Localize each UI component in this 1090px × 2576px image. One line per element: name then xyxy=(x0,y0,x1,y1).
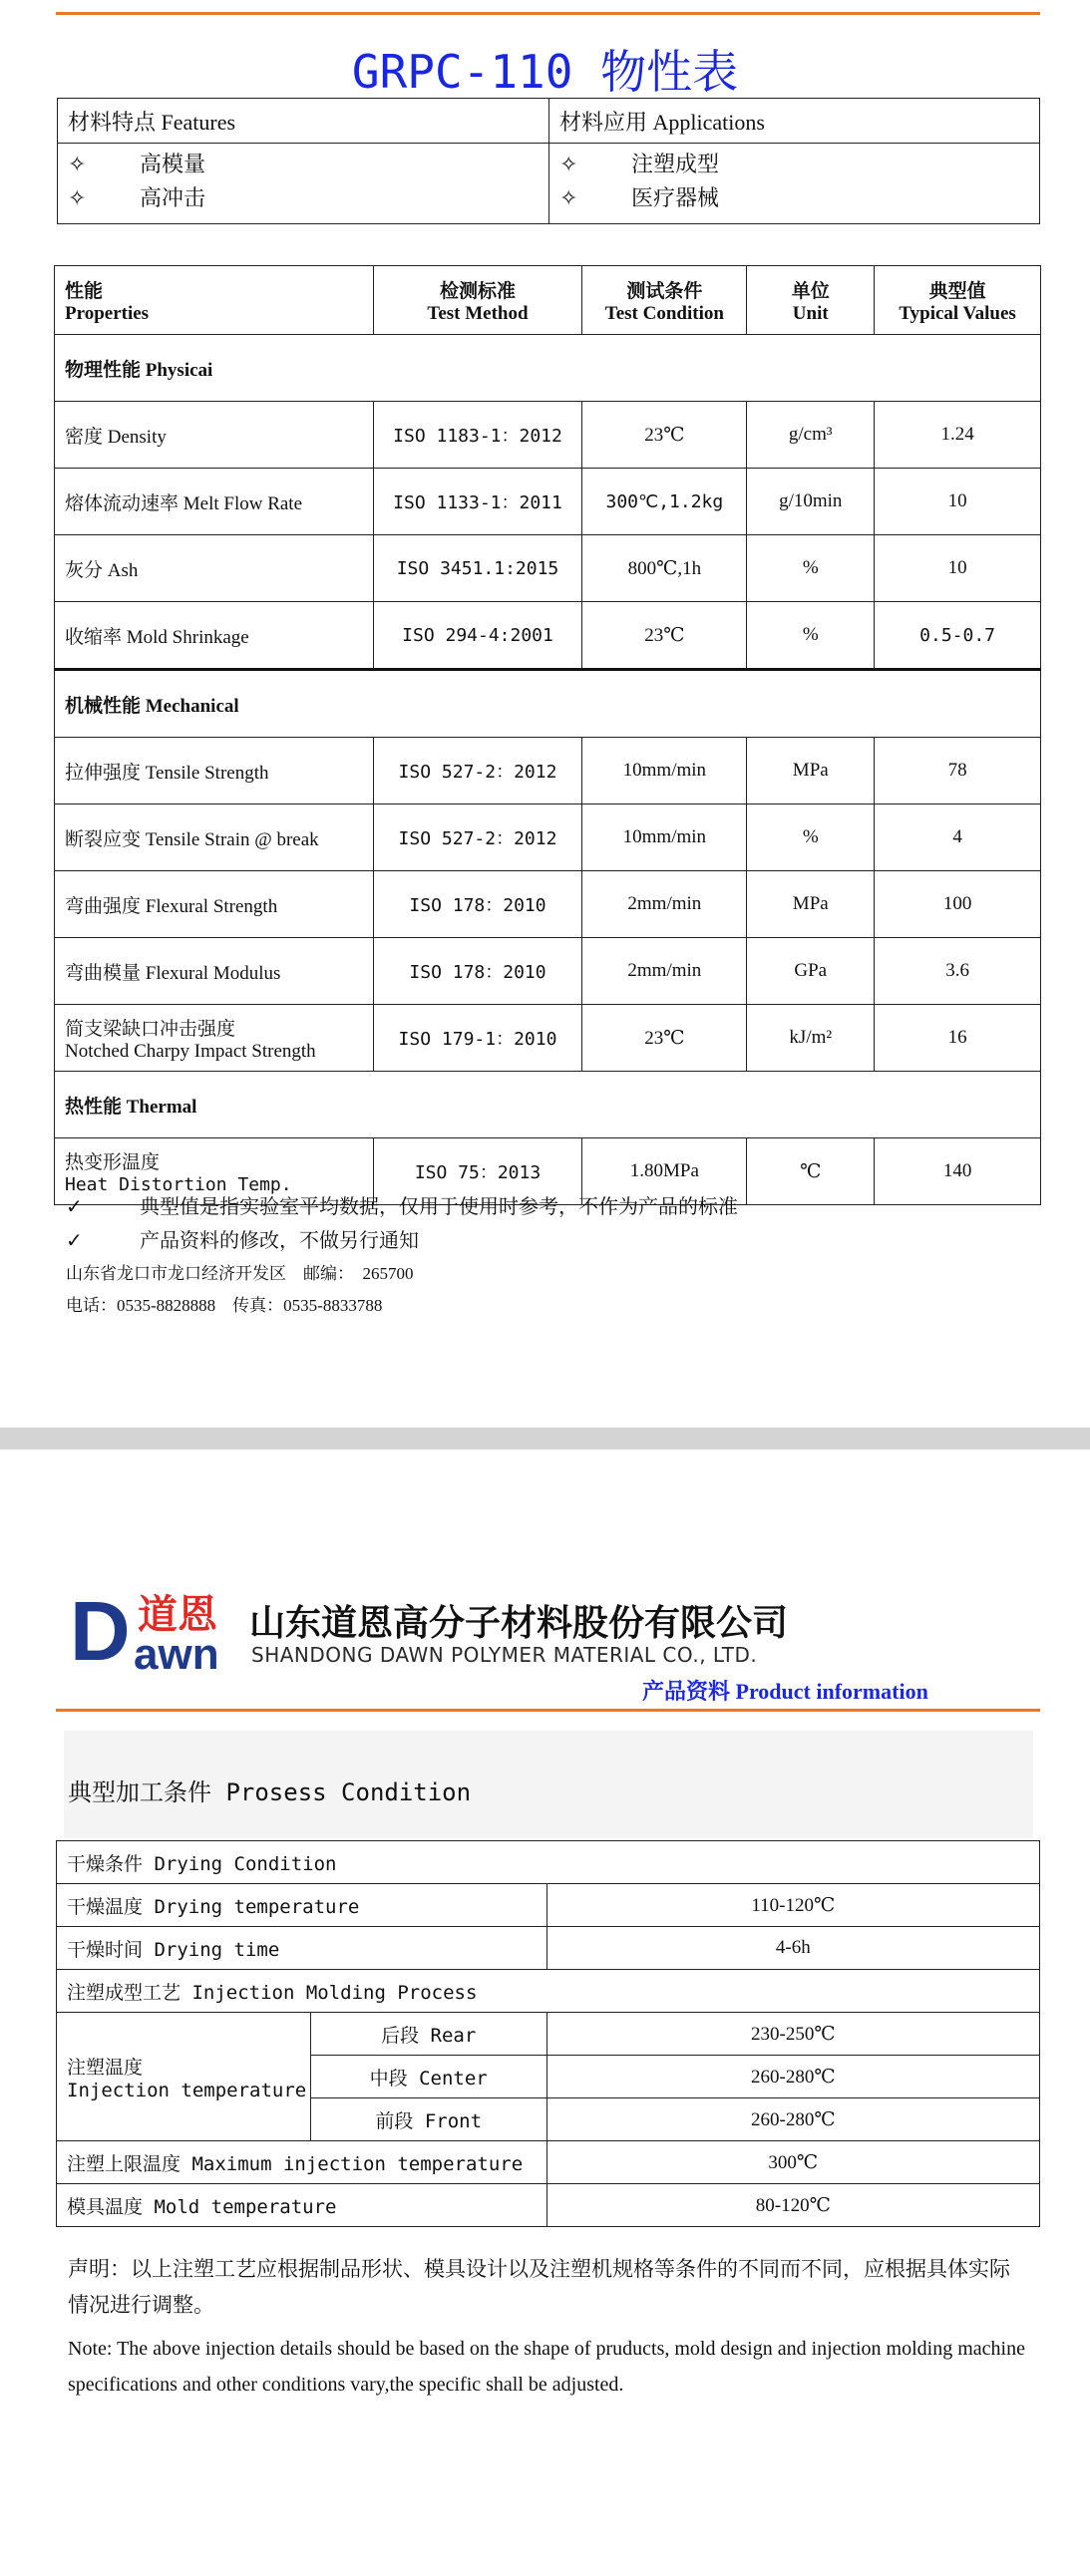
list-item: ✧ 高模量 xyxy=(68,148,548,181)
properties-table xyxy=(54,265,1041,1205)
page-separator xyxy=(0,1428,1090,1449)
table-row: 弯曲模量 Flexural Modulus ISO 178：2010 2mm/min GPa 3.6 xyxy=(55,938,1041,1005)
note-item: ✓ 典型值是指实验室平均数据，仅用于使用时参考，不作为产品的标准 xyxy=(66,1190,738,1224)
table-row: 收缩率 Mold Shrinkage ISO 294-4:2001 23℃ % 0.5-0.7 xyxy=(55,602,1041,670)
list-item: ✧ 高冲击 xyxy=(68,181,548,215)
logo-letters: awn xyxy=(134,1630,219,1679)
table-row: 前段 Front 260-280℃ xyxy=(57,2098,1040,2141)
company-name-cn: 山东道恩高分子材料股份有限公司 xyxy=(249,1603,789,1644)
header-test-method: 检测标准 Test Method xyxy=(373,266,582,335)
applications-header: 材料应用 Applications xyxy=(549,99,1040,144)
list-item: ✧ 医疗器械 xyxy=(559,181,1039,215)
sparkle-icon: ✧ xyxy=(68,185,87,210)
table-row: 中段 Center 260-280℃ xyxy=(57,2056,1040,2098)
disclaimer-cn: 声明：以上注塑工艺应根据制品形状、模具设计以及注塑机规格等条件的不同而不同，应根据具体实际情况进行调整。 xyxy=(68,2257,1010,2317)
section-row-physical: 物理性能 Physicai xyxy=(55,335,1041,402)
section-row-thermal: 热性能 Thermal xyxy=(55,1072,1041,1138)
table-header-row xyxy=(55,266,1041,335)
injection-temperature-label: 注塑温度 Injection temperature xyxy=(57,2013,311,2141)
process-table xyxy=(56,1840,1040,2227)
sparkle-icon: ✧ xyxy=(559,185,578,210)
features-table xyxy=(57,98,1040,224)
disclaimer-en: Note: The above injection details should be based on the shape of pruducts, mold design and injection molding machine specifications and other conditions vary,the specific shall be adjusted. xyxy=(68,2338,1025,2396)
product-info-label: 产品资料 Product information xyxy=(642,1679,928,1704)
table-row: 密度 Density ISO 1183-1：2012 23℃ g/cm³ 1.24 xyxy=(55,402,1041,469)
sparkle-icon: ✧ xyxy=(559,152,578,176)
logo-chinese: 道恩 xyxy=(138,1592,217,1637)
check-icon: ✓ xyxy=(66,1230,83,1252)
contact-info: 电话：0535-8828888 传真：0535-8833788 xyxy=(66,1296,383,1315)
table-row: 注塑温度 Injection temperature 后段 Rear 230-250℃ xyxy=(57,2013,1040,2056)
table-row: 模具温度 Mold temperature 80-120℃ xyxy=(57,2184,1040,2227)
header-test-condition: 测试条件 Test Condition xyxy=(582,266,747,335)
table-row: 干燥温度 Drying temperature 110-120℃ xyxy=(57,1884,1040,1927)
top-orange-rule xyxy=(56,12,1040,15)
features-header: 材料特点 Features xyxy=(58,99,549,144)
table-row: 弯曲强度 Flexural Strength ISO 178：2010 2mm/min MPa 100 xyxy=(55,871,1041,938)
table-row: 灰分 Ash ISO 3451.1:2015 800℃,1h % 10 xyxy=(55,535,1041,602)
list-item: ✧ 注塑成型 xyxy=(559,148,1039,181)
logo-letter-d: D xyxy=(70,1584,131,1678)
sparkle-icon: ✧ xyxy=(68,152,87,176)
check-icon: ✓ xyxy=(66,1196,83,1218)
table-row: 热变形温度 Heat Distortion Temp. ISO 75：2013 1.80MPa ℃ 140 xyxy=(55,1138,1041,1205)
table-row: 断裂应变 Tensile Strain @ break ISO 527-2：2012 10mm/min % 4 xyxy=(55,805,1041,871)
table-row: 熔体流动速率 Melt Flow Rate ISO 1133-1：2011 300℃,1.2kg g/10min 10 xyxy=(55,469,1041,535)
table-row: 拉伸强度 Tensile Strength ISO 527-2：2012 10mm/min MPa 78 xyxy=(55,738,1041,805)
page-title: GRPC-110 物性表 xyxy=(351,45,739,99)
table-row: 注塑上限温度 Maximum injection temperature 300℃ xyxy=(57,2141,1040,2184)
note-item: ✓ 产品资料的修改，不做另行通知 xyxy=(66,1224,738,1258)
table-row: 干燥时间 Drying time 4-6h xyxy=(57,1927,1040,1970)
table-row: 注塑成型工艺 Injection Molding Process xyxy=(57,1970,1040,2013)
address: 山东省龙口市龙口经济开发区 邮编： 265700 xyxy=(66,1264,414,1283)
header-orange-rule xyxy=(56,1709,1040,1712)
header-unit: 单位 Unit xyxy=(747,266,875,335)
table-row: 干燥条件 Drying Condition xyxy=(57,1841,1040,1884)
condition-title: 典型加工条件 Prosess Condition xyxy=(68,1778,472,1806)
header-typical-values: 典型值 Typical Values xyxy=(875,266,1041,335)
notes-block xyxy=(66,1190,738,1322)
table-row: 简支梁缺口冲击强度 Notched Charpy Impact Strength ISO 179-1：2010 23℃ kJ/m² 16 xyxy=(55,1005,1041,1072)
header-properties: 性能 Properties xyxy=(55,266,374,335)
company-name-en: SHANDONG DAWN POLYMER MATERIAL CO., LTD. xyxy=(251,1643,758,1667)
section-row-mechanical: 机械性能 Mechanical xyxy=(55,670,1041,738)
features-list xyxy=(58,144,549,224)
applications-list xyxy=(549,144,1040,224)
